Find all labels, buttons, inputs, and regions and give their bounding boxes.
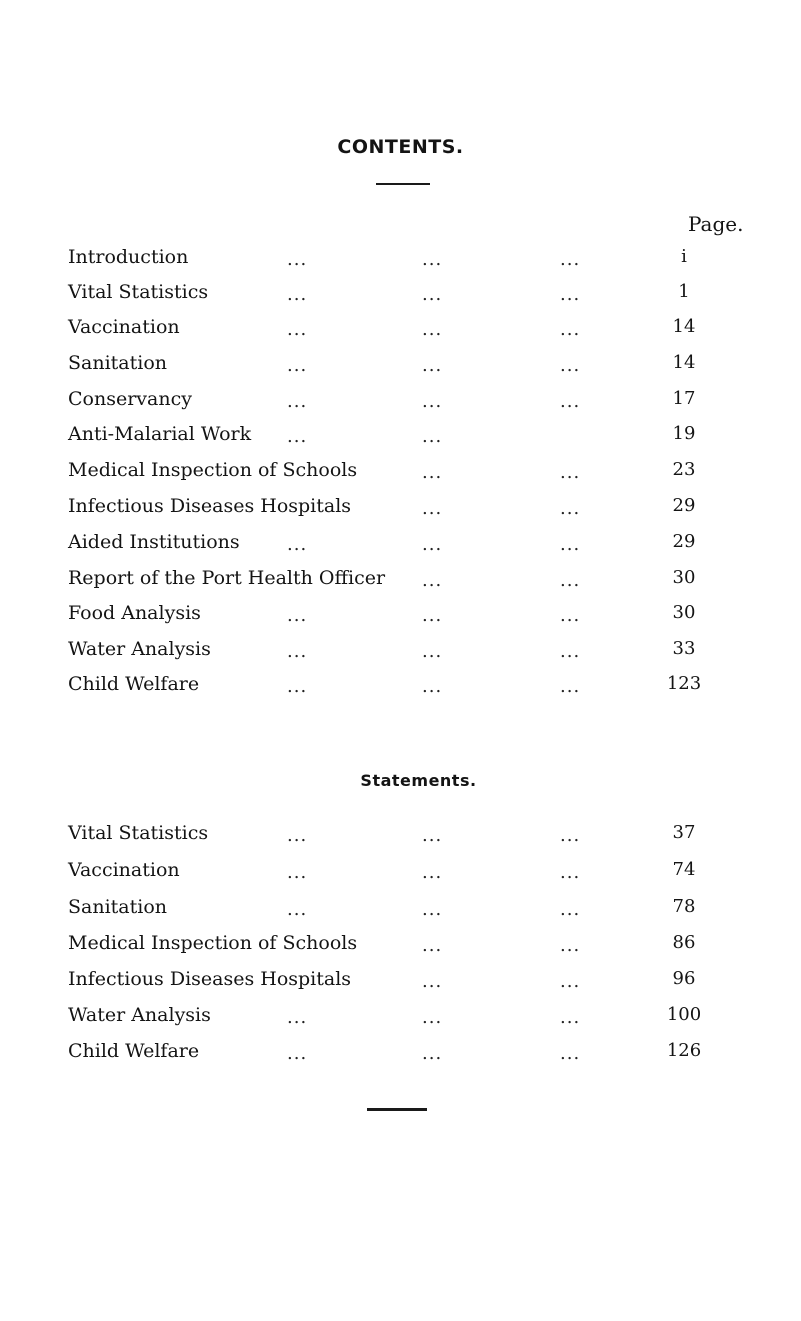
leader-dots: ... xyxy=(287,284,308,305)
entry-label: Sanitation xyxy=(68,896,168,918)
entry-page-number: 126 xyxy=(666,1040,702,1061)
entry-label: Food Analysis xyxy=(68,602,201,624)
leader-dots: ... xyxy=(560,825,581,846)
leader-dots: ... xyxy=(560,935,581,956)
leader-dots: ... xyxy=(560,391,581,412)
leader-dots: ... xyxy=(560,534,581,555)
page-column-header: Page. xyxy=(688,212,744,236)
entry-label: Child Welfare xyxy=(68,673,200,695)
leader-dots: ... xyxy=(287,355,308,376)
entry-label: Infectious Diseases Hospitals xyxy=(68,968,352,990)
leader-dots: ... xyxy=(422,935,443,956)
leader-dots: ... xyxy=(422,862,443,883)
leader-dots: ... xyxy=(422,605,443,626)
leader-dots: ... xyxy=(560,971,581,992)
leader-dots: ... xyxy=(560,676,581,697)
toc-entry xyxy=(0,388,801,425)
leader-dots: ... xyxy=(422,1043,443,1064)
leader-dots: ... xyxy=(422,498,443,519)
entry-page-number: 96 xyxy=(672,968,696,989)
entry-label: Vital Statistics xyxy=(68,822,209,844)
leader-dots: ... xyxy=(287,534,308,555)
statement-entry xyxy=(0,896,801,933)
entry-page-number: 30 xyxy=(672,602,696,623)
leader-dots: ... xyxy=(287,641,308,662)
leader-dots: ... xyxy=(287,391,308,412)
toc-entry xyxy=(0,495,801,532)
entry-page-number: 14 xyxy=(672,352,696,373)
toc-entry xyxy=(0,531,801,568)
entry-label: Sanitation xyxy=(68,352,168,374)
statement-entry xyxy=(0,1040,801,1077)
statement-entry xyxy=(0,822,801,859)
entry-page-number: 29 xyxy=(672,495,696,516)
leader-dots: ... xyxy=(287,899,308,920)
entry-label: Medical Inspection of Schools xyxy=(68,932,358,954)
entry-label: Aided Institutions xyxy=(68,531,240,553)
leader-dots: ... xyxy=(560,1043,581,1064)
toc-entry xyxy=(0,423,801,460)
entry-label: Anti-Malarial Work xyxy=(68,423,252,445)
leader-dots: ... xyxy=(560,498,581,519)
leader-dots: ... xyxy=(422,899,443,920)
leader-dots: ... xyxy=(422,249,443,270)
toc-entry xyxy=(0,316,801,353)
leader-dots: ... xyxy=(560,1007,581,1028)
entry-page-number: 100 xyxy=(666,1004,702,1025)
entry-page-number: 1 xyxy=(678,281,690,302)
entry-label: Conservancy xyxy=(68,388,192,410)
entry-page-number: i xyxy=(681,246,687,267)
entry-page-number: 74 xyxy=(672,859,696,880)
leader-dots: ... xyxy=(560,605,581,626)
leader-dots: ... xyxy=(560,899,581,920)
leader-dots: ... xyxy=(422,355,443,376)
leader-dots: ... xyxy=(560,249,581,270)
statement-entry xyxy=(0,859,801,896)
entry-page-number: 123 xyxy=(666,673,702,694)
entry-label: Report of the Port Health Officer xyxy=(68,567,386,589)
leader-dots: ... xyxy=(560,462,581,483)
leader-dots: ... xyxy=(422,284,443,305)
leader-dots: ... xyxy=(422,319,443,340)
entry-page-number: 14 xyxy=(672,316,696,337)
statements-heading: Statements. xyxy=(360,771,477,790)
leader-dots: ... xyxy=(422,641,443,662)
leader-dots: ... xyxy=(422,570,443,591)
entry-label: Vaccination xyxy=(68,316,180,338)
leader-dots: ... xyxy=(560,862,581,883)
statement-entry xyxy=(0,1004,801,1041)
entry-label: Water Analysis xyxy=(68,1004,211,1026)
toc-entry xyxy=(0,459,801,496)
leader-dots: ... xyxy=(287,319,308,340)
entry-page-number: 78 xyxy=(672,896,696,917)
entry-page-number: 17 xyxy=(672,388,696,409)
leader-dots: ... xyxy=(560,641,581,662)
leader-dots: ... xyxy=(422,462,443,483)
toc-entry xyxy=(0,246,801,283)
entry-label: Medical Inspection of Schools xyxy=(68,459,358,481)
entry-page-number: 37 xyxy=(672,822,696,843)
statement-entry xyxy=(0,932,801,969)
leader-dots: ... xyxy=(560,355,581,376)
leader-dots: ... xyxy=(422,426,443,447)
leader-dots: ... xyxy=(422,676,443,697)
leader-dots: ... xyxy=(287,605,308,626)
entry-label: Infectious Diseases Hospitals xyxy=(68,495,352,517)
toc-entry xyxy=(0,352,801,389)
leader-dots: ... xyxy=(287,1043,308,1064)
entry-label: Vaccination xyxy=(68,859,180,881)
leader-dots: ... xyxy=(287,825,308,846)
leader-dots: ... xyxy=(422,391,443,412)
toc-entry xyxy=(0,602,801,639)
leader-dots: ... xyxy=(287,862,308,883)
entry-page-number: 19 xyxy=(672,423,696,444)
page-title: CONTENTS. xyxy=(337,136,464,158)
toc-entry xyxy=(0,673,801,710)
entry-page-number: 30 xyxy=(672,567,696,588)
leader-dots: ... xyxy=(560,570,581,591)
leader-dots: ... xyxy=(287,676,308,697)
entry-label: Vital Statistics xyxy=(68,281,209,303)
toc-entry xyxy=(0,638,801,675)
entry-label: Water Analysis xyxy=(68,638,211,660)
title-divider xyxy=(376,183,430,185)
leader-dots: ... xyxy=(422,971,443,992)
leader-dots: ... xyxy=(560,319,581,340)
leader-dots: ... xyxy=(287,426,308,447)
leader-dots: ... xyxy=(560,284,581,305)
leader-dots: ... xyxy=(422,1007,443,1028)
toc-entry xyxy=(0,281,801,318)
toc-entry xyxy=(0,567,801,604)
entry-label: Introduction xyxy=(68,246,189,268)
leader-dots: ... xyxy=(422,825,443,846)
leader-dots: ... xyxy=(422,534,443,555)
statement-entry xyxy=(0,968,801,1005)
entry-page-number: 29 xyxy=(672,531,696,552)
entry-label: Child Welfare xyxy=(68,1040,200,1062)
entry-page-number: 23 xyxy=(672,459,696,480)
leader-dots: ... xyxy=(287,249,308,270)
entry-page-number: 33 xyxy=(672,638,696,659)
bottom-divider xyxy=(367,1108,427,1111)
leader-dots: ... xyxy=(287,1007,308,1028)
entry-page-number: 86 xyxy=(672,932,696,953)
